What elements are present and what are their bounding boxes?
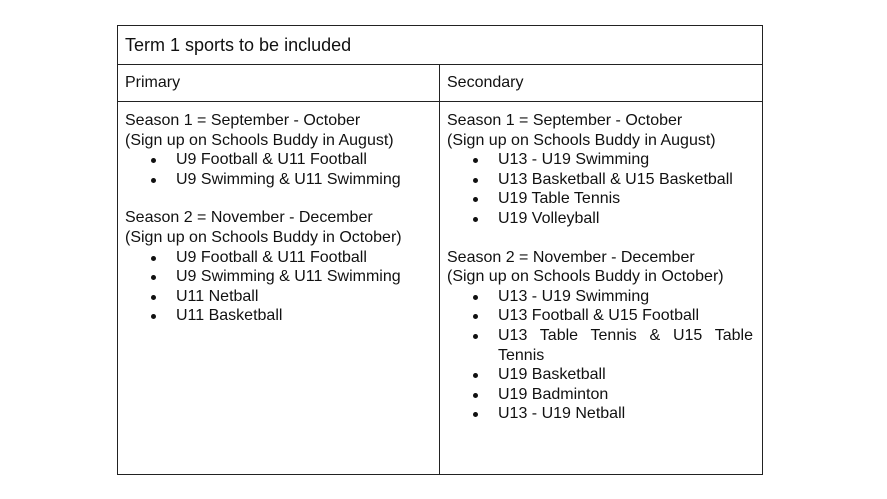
list-item: U19 Table Tennis: [447, 189, 759, 209]
season-heading: Season 1 = September - October: [447, 112, 683, 129]
list-item: U11 Basketball: [125, 306, 431, 326]
sports-list: [125, 150, 431, 189]
secondary-column: [447, 111, 759, 443]
list-item: U9 Football & U11 Football: [125, 150, 431, 170]
secondary-season-1: [447, 111, 759, 229]
season-heading: Season 2 = November - December: [447, 248, 695, 266]
sports-list: [447, 150, 759, 228]
sports-list: [125, 248, 431, 326]
list-item: U13 - U19 Swimming: [447, 150, 759, 170]
list-item: U13 Football & U15 Football: [447, 306, 759, 326]
primary-season-1: [125, 111, 431, 189]
season-signup: (Sign up on Schools Buddy in October): [125, 228, 402, 246]
list-item: U9 Swimming & U11 Swimming: [125, 170, 431, 190]
list-item: U13 - U19 Swimming: [447, 287, 759, 307]
primary-column: [125, 111, 431, 345]
list-item: U19 Volleyball: [447, 209, 759, 229]
list-item: U13 Basketball & U15 Basketball: [447, 170, 759, 190]
list-item: U9 Football & U11 Football: [125, 248, 431, 268]
season-signup: (Sign up on Schools Buddy in August): [447, 131, 716, 149]
secondary-season-2: [447, 248, 759, 424]
sports-list: [447, 287, 759, 424]
list-item: U11 Netball: [125, 287, 431, 307]
list-item: [447, 326, 759, 365]
list-item: U9 Swimming & U11 Swimming: [125, 267, 431, 287]
title-row: [118, 26, 762, 65]
season-signup: (Sign up on Schools Buddy in August): [125, 131, 394, 149]
season-heading: Season 1 = September - October: [125, 112, 361, 129]
sports-table: [117, 25, 763, 475]
list-item: U13 - U19 Netball: [447, 404, 759, 424]
table-title: Term 1 sports to be included: [125, 35, 352, 55]
season-heading: Season 2 = November - December: [125, 209, 373, 227]
list-item: U19 Badminton: [447, 385, 759, 405]
column-divider: [439, 65, 440, 474]
primary-season-2: [125, 208, 431, 326]
primary-header: Primary: [125, 74, 181, 91]
header-row: [118, 65, 762, 102]
season-signup: (Sign up on Schools Buddy in October): [447, 268, 724, 286]
secondary-header: Secondary: [447, 74, 524, 91]
list-item: U19 Basketball: [447, 365, 759, 385]
list-item-text: U13 Table Tennis & U15 Table Tennis: [498, 326, 753, 364]
